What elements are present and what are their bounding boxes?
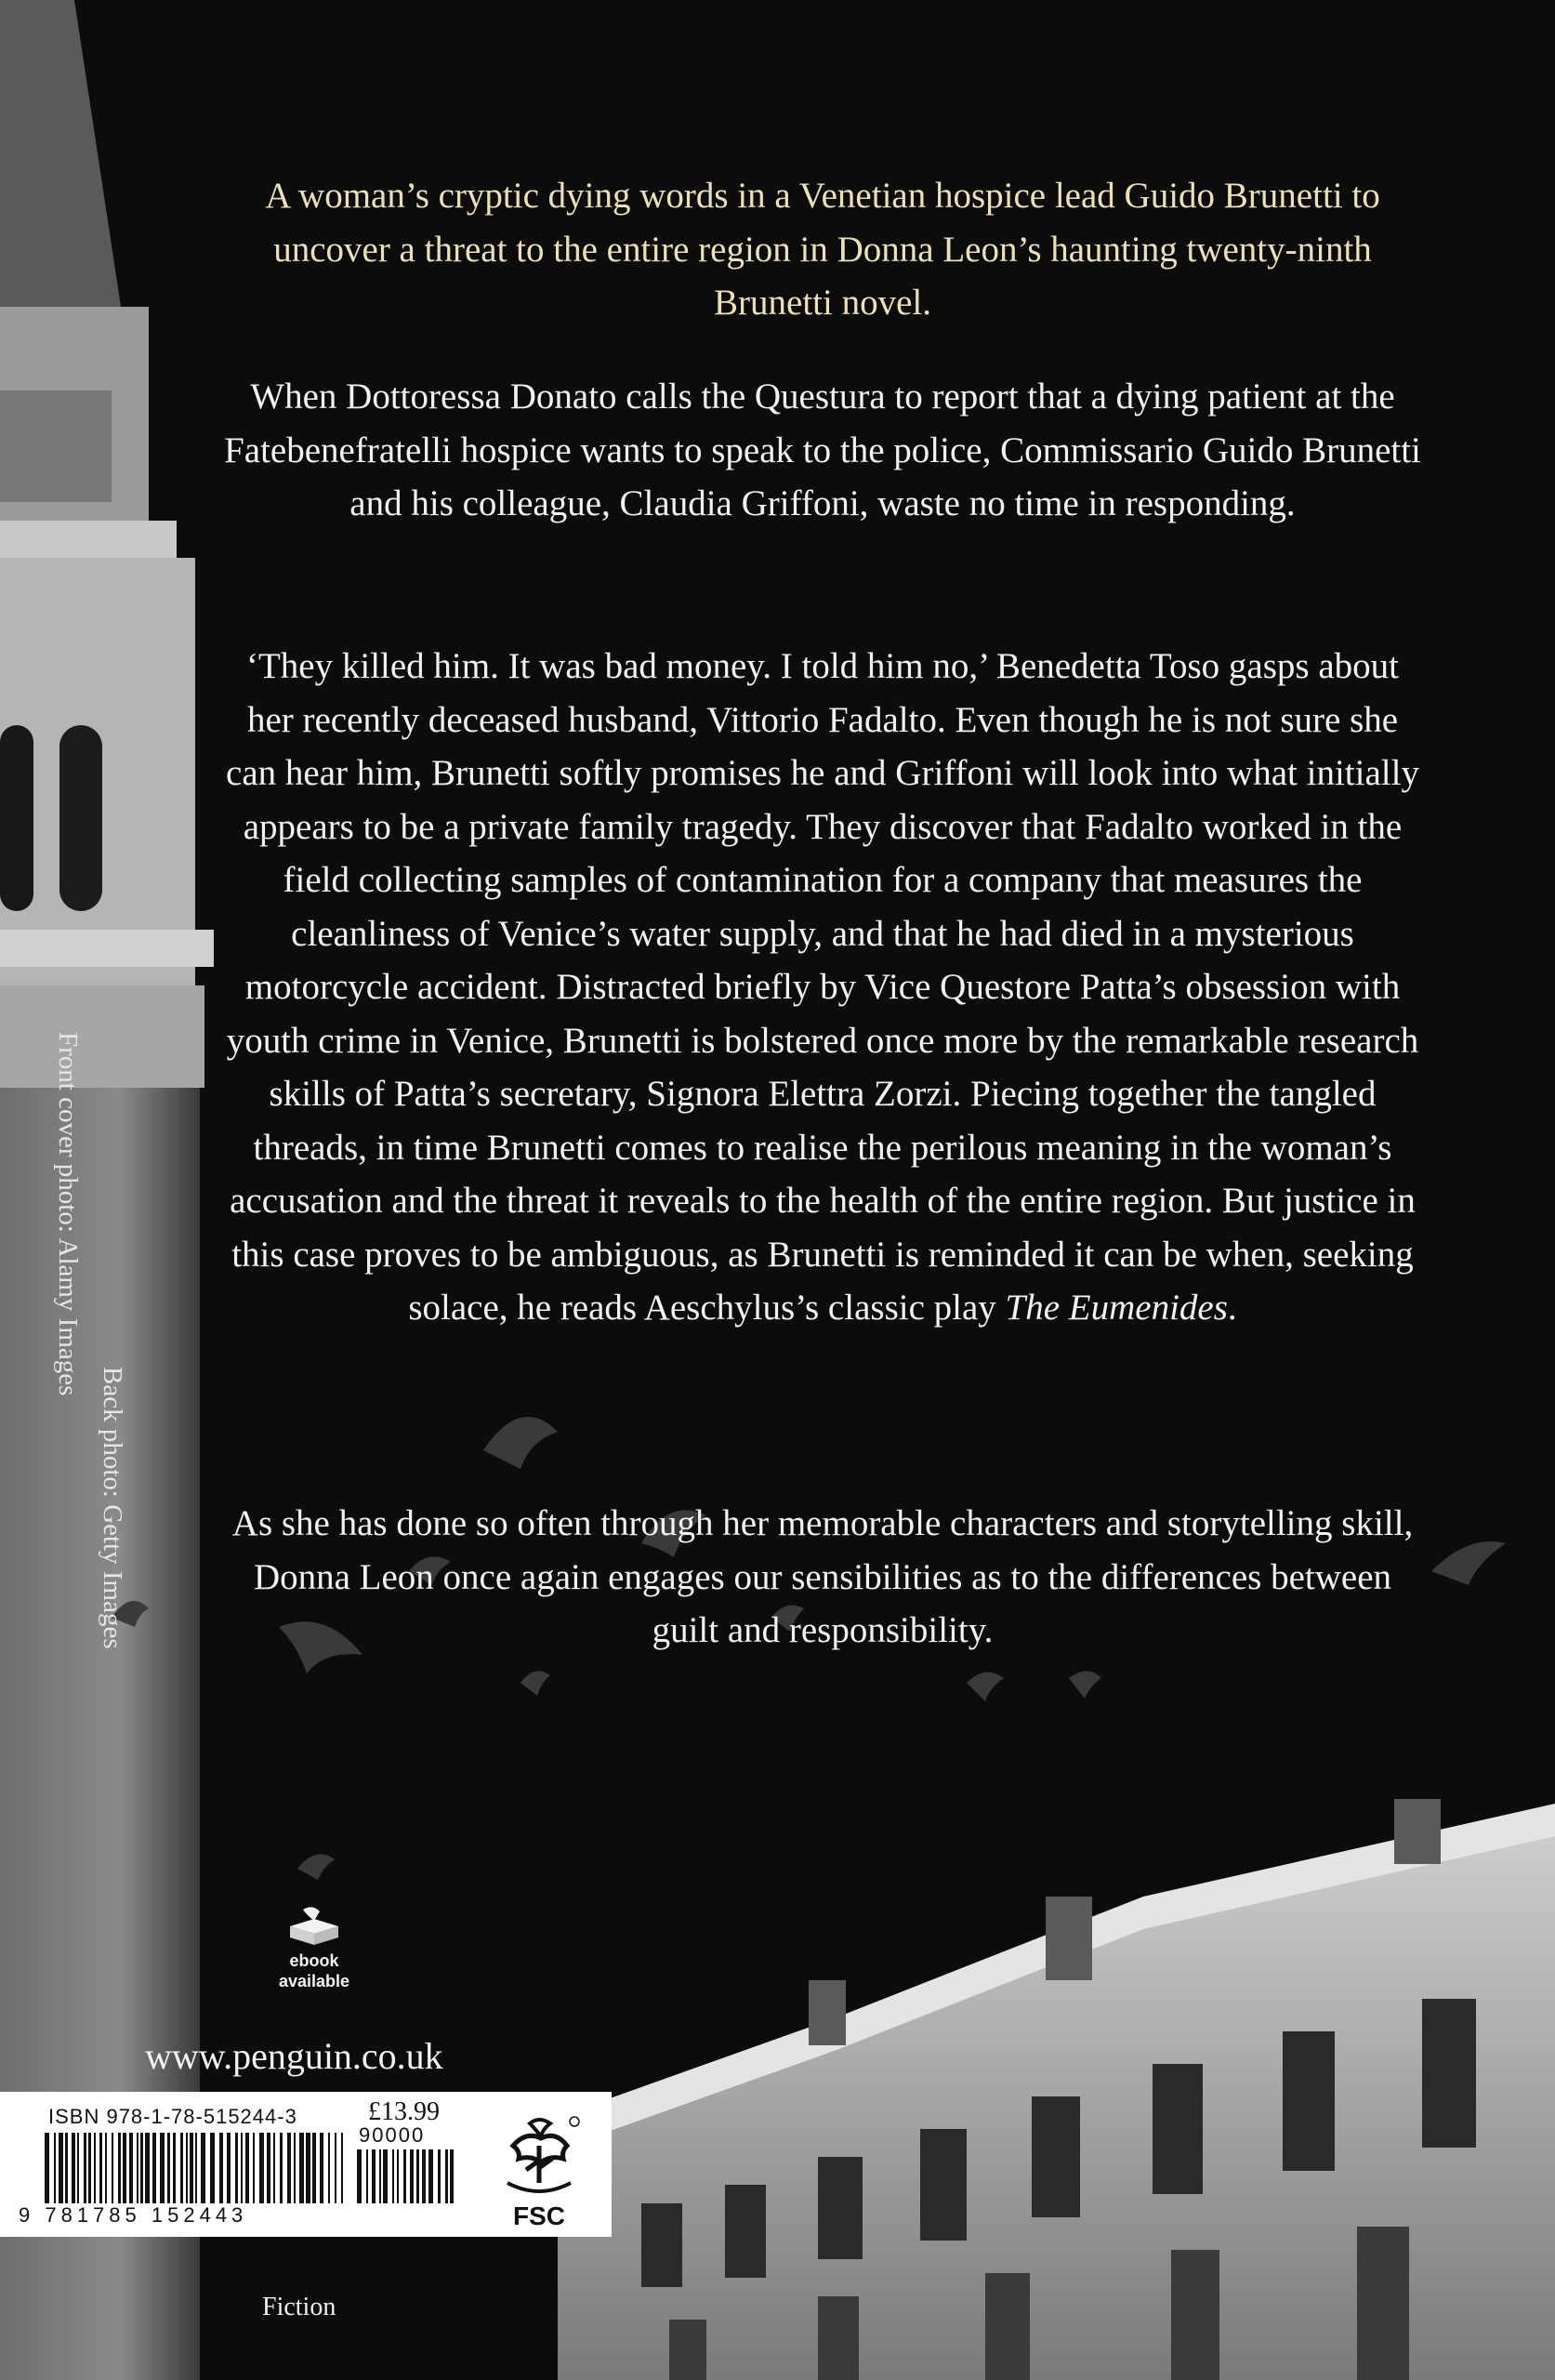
barcode-bars [45,2133,351,2203]
blurb-paragraph-2-end: . [1227,1288,1237,1328]
blurb-intro [223,169,1422,330]
barcode-digits: 9 781785 152443 [19,2203,248,2227]
fsc-tree-icon [493,2114,586,2203]
ebook-badge [268,1906,361,1991]
fsc-label: FSC [513,2202,565,2230]
palazzo-building [558,1799,1555,2380]
blurb-paragraph-3 [223,1497,1422,1658]
blurb-paragraph-2 [223,640,1422,1335]
blurb-intro-text: A woman’s cryptic dying words in a Venetian hospice lead Guido Brunetti to uncover a threat to the entire region in Donna Leon’s haunting twenty-ninth Brunetti novel. [265,176,1380,323]
front-cover-credit: Front cover photo: Alamy Images [53,1032,83,1396]
blurb-paragraph-2-text [223,640,1422,1335]
bell-tower [0,0,214,2380]
barcode-panel [0,2092,612,2237]
blurb-paragraph-3-text: As she has done so often through her memorable characters and storytelling skill, Donna Leon once again engages our sensibilities as to the differences between guilt and responsibility. [231,1503,1414,1650]
ebook-available-label: available [278,1972,350,1990]
blurb-paragraph-1-text: When Dottoressa Donato calls the Questura to report that a dying patient at the Fatebenefratelli hospice wants to speak to the police, Commissario Guido Brunetti and his colleague, Claudia Griffoni, waste no time in responding. [224,377,1421,523]
ebook-label: ebook [289,1951,339,1970]
isbn-number: ISBN 978-1-78-515244-3 [48,2105,297,2128]
blurb-paragraph-2-body: ‘They killed him. It was bad money. I told him no,’ Benedetta Toso gasps about her recently deceased husband, Vittorio Fadalto. Even though he is not sure she can hear him, Brunetti softly promises he and Griffoni will look into what initially appears to be a private family tragedy. They discover that Fadalto worked in the field collecting samples of contamination for a company that measures the cleanliness of Venice’s water supply, and that he had died in a mysterious motorcycle accident. Distracted briefly by Vice Questore Patta’s obsession with youth crime in Venice, Brunetti is bolstered once more by the remarkable research skills of Patta’s secretary, Signora Elettra Zorzi. Piecing together the tangled threads, in time Brunetti comes to realise the perilous meaning in the woman’s accusation and the threat it reveals to the health of the entire region. But justice in this case proves to be ambiguous, as Brunetti is reminded it can be when, seeking solace, he reads Aeschylus’s classic play [226,646,1419,1328]
play-title: The Eumenides [1005,1288,1228,1328]
blurb-paragraph-1 [223,370,1422,531]
genre-label: Fiction [262,2293,336,2321]
barcode-addon-bars [357,2149,459,2203]
back-photo-credit: Back photo: Getty Images [98,1367,127,1649]
publisher-website[interactable]: www.penguin.co.uk [145,2035,443,2077]
ebook-icon [286,1906,342,1947]
price: £13.99 [368,2097,440,2126]
barcode-addon-digits: 90000 [359,2123,426,2147]
